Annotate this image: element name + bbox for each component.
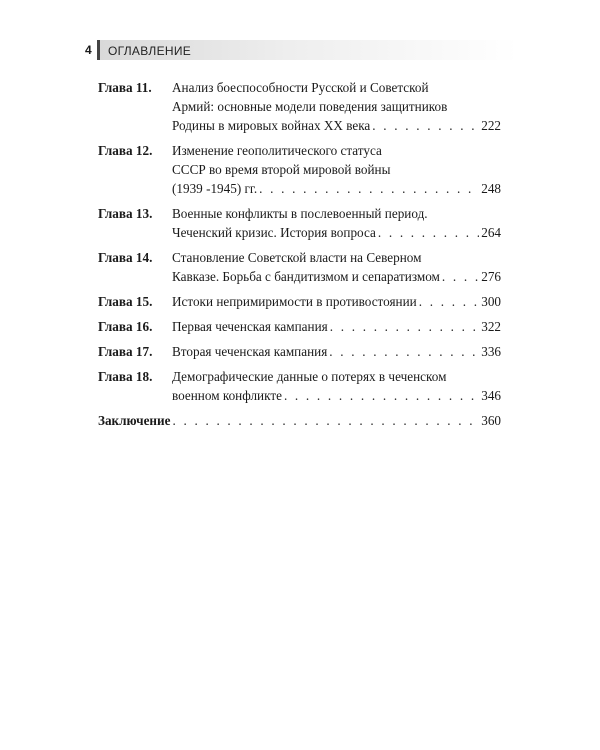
chapter-label: Глава 12. xyxy=(98,143,153,158)
page-reference: 264 xyxy=(481,225,501,240)
dot-leader xyxy=(372,116,479,135)
toc-entry-chapter-13[interactable] xyxy=(98,204,501,242)
chapter-title-line: (1939 -1945) гг. xyxy=(172,181,258,196)
chapter-title-line: военном конфликте xyxy=(172,388,282,403)
dot-leader xyxy=(419,292,479,311)
page-reference: 222 xyxy=(481,118,501,133)
page-number: 4 xyxy=(85,43,92,57)
page-reference: 336 xyxy=(481,344,501,359)
table-of-contents xyxy=(98,78,501,436)
chapter-label: Глава 15. xyxy=(98,294,153,309)
dot-leader xyxy=(259,179,479,198)
toc-entry-chapter-12[interactable] xyxy=(98,141,501,198)
chapter-title-line: Военные конфликты в послевоенный период. xyxy=(172,206,428,221)
chapter-title-line: Становление Советской власти на Северном xyxy=(172,250,422,265)
page-reference: 300 xyxy=(481,294,501,309)
chapter-title-line: Кавказе. Борьба с бандитизмом и сепаратизмом xyxy=(172,269,440,284)
dot-leader xyxy=(330,317,480,336)
chapter-label: Глава 11. xyxy=(98,80,152,95)
chapter-title-line: Армий: основные модели поведения защитников xyxy=(172,99,448,114)
chapter-title-line: Чеченский кризис. История вопроса xyxy=(172,225,376,240)
chapter-title-line: Вторая чеченская кампания xyxy=(172,344,328,359)
dot-leader xyxy=(172,411,479,430)
dot-leader xyxy=(442,267,479,286)
chapter-label: Глава 17. xyxy=(98,344,153,359)
header-bar xyxy=(97,40,518,60)
conclusion-title: Заключение xyxy=(98,413,171,428)
chapter-title-line: Демографические данные о потерях в чеченском xyxy=(172,369,447,384)
chapter-title-line: Изменение геополитического статуса xyxy=(172,143,382,158)
chapter-title-line: Родины в мировых войнах XX века xyxy=(172,118,371,133)
dot-leader xyxy=(329,342,479,361)
page-reference: 346 xyxy=(481,388,501,403)
chapter-label: Глава 18. xyxy=(98,369,153,384)
chapter-title-line: Анализ боеспособности Русской и Советской xyxy=(172,80,429,95)
toc-entry-chapter-18[interactable] xyxy=(98,367,501,405)
running-header xyxy=(85,40,515,60)
page-reference: 360 xyxy=(481,413,501,428)
chapter-label: Глава 16. xyxy=(98,319,153,334)
page-reference: 276 xyxy=(481,269,501,284)
chapter-title-line: Первая чеченская кампания xyxy=(172,319,328,334)
toc-entry-chapter-17[interactable] xyxy=(98,342,501,361)
chapter-label: Глава 14. xyxy=(98,250,153,265)
dot-leader xyxy=(378,223,479,242)
toc-entry-chapter-14[interactable] xyxy=(98,248,501,286)
page-reference: 322 xyxy=(481,319,501,334)
toc-entry-conclusion[interactable] xyxy=(98,411,501,430)
dot-leader xyxy=(284,386,479,405)
toc-entry-chapter-11[interactable] xyxy=(98,78,501,135)
header-title: ОГЛАВЛЕНИЕ xyxy=(108,44,192,58)
page-reference: 248 xyxy=(481,181,501,196)
chapter-title-line: СССР во время второй мировой войны xyxy=(172,162,391,177)
toc-entry-chapter-15[interactable] xyxy=(98,292,501,311)
toc-entry-chapter-16[interactable] xyxy=(98,317,501,336)
chapter-title-line: Истоки непримиримости в противостоянии xyxy=(172,294,417,309)
chapter-label: Глава 13. xyxy=(98,206,153,221)
